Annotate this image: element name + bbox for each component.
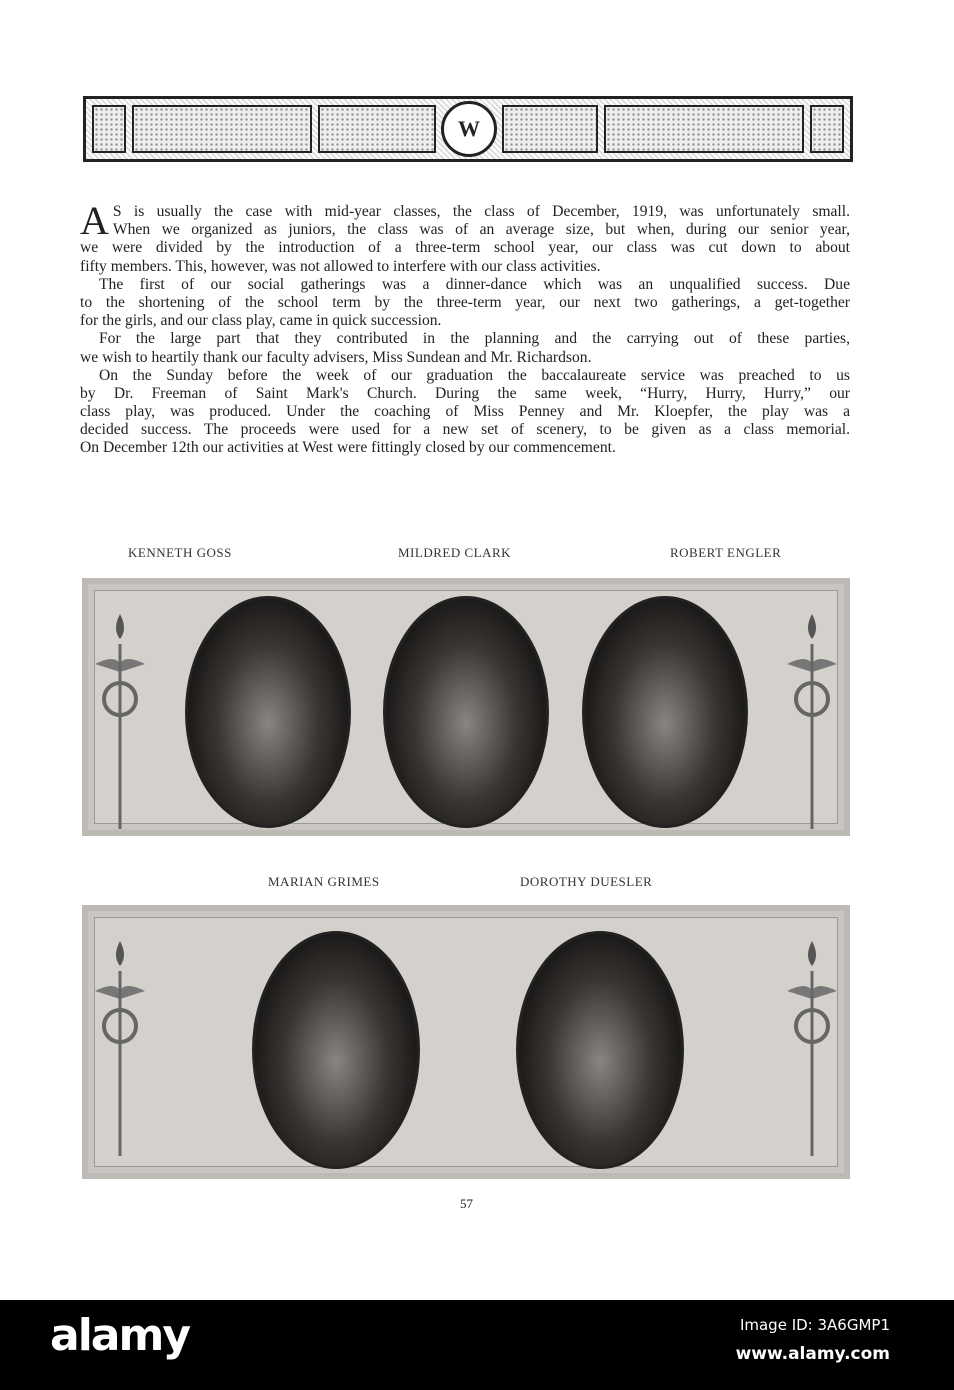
portrait-name: KENNETH GOSS: [128, 545, 232, 560]
image-id: Image ID: 3A6GMP1: [739, 1316, 890, 1334]
text-line: On the Sunday before the week of our graduation the baccalaureate service was preached to us: [99, 366, 850, 384]
portrait-panel-1: [82, 578, 850, 836]
text-line: The first of our social gatherings was a dinner-dance which was an unqualified success. Due: [99, 275, 850, 293]
watermark-footer: [0, 1300, 954, 1390]
portrait-photo-marian-grimes: [252, 931, 420, 1169]
winged-torch-icon: [782, 604, 842, 834]
banner-stipple-panel: [604, 105, 804, 153]
portrait-name: MILDRED CLARK: [398, 545, 512, 560]
text-line: When we organized as juniors, the class was of an average size, but when, during our senior year,: [112, 221, 850, 239]
alamy-logo: alamy: [50, 1310, 189, 1361]
portrait-panel-2: [82, 905, 850, 1179]
portrait-photo-kenneth-goss: [185, 596, 351, 828]
text-line: to the shortening of the school term by the three-term year, our next two gatherings, a get-together: [80, 293, 850, 311]
portrait-name: DOROTHY DUESLER: [520, 874, 653, 889]
text-line: fifty members. This, however, was not allowed to interfere with our class activities.: [80, 257, 601, 275]
text-line: S is usually the case with mid-year classes, the class of December, 1919, was unfortunately small.: [112, 203, 850, 220]
text-line: For the large part that they contributed in the planning and the carrying out of these parties,: [99, 330, 850, 348]
portrait-photo-robert-engler: [582, 596, 748, 828]
text-line: decided success. The proceeds were used for a new set of scenery, to be given as a class memorial.: [80, 421, 850, 439]
banner-stipple-panel: [502, 105, 598, 153]
class-history-text: [80, 198, 850, 458]
banner-stipple-panel: [132, 105, 312, 153]
text-line: we were divided by the introduction of a three-term school year, our class was cut down to about: [80, 239, 850, 257]
text-line: for the girls, and our class play, came in quick succession.: [80, 312, 442, 330]
text-line: On December 12th our activities at West were fittingly closed by our commencement.: [80, 439, 616, 457]
banner-stipple-panel: [318, 105, 436, 153]
portrait-photo-mildred-clark: [383, 596, 549, 828]
winged-torch-icon: [90, 604, 150, 834]
decorative-header-banner: [83, 96, 853, 162]
page-number: 57: [460, 1196, 473, 1211]
school-emblem-icon: W: [441, 101, 497, 157]
drop-cap: A: [80, 198, 109, 243]
banner-ornament: [92, 105, 126, 153]
winged-torch-icon: [90, 931, 150, 1161]
text-line: class play, was produced. Under the coaching of Miss Penney and Mr. Kloepfer, the play was a: [80, 403, 850, 421]
banner-ornament: [810, 105, 844, 153]
portrait-photo-dorothy-duesler: [516, 931, 684, 1169]
text-line: by Dr. Freeman of Saint Mark's Church. During the same week, “Hurry, Hurry, Hurry,” our: [80, 384, 850, 402]
portrait-name: ROBERT ENGLER: [670, 545, 782, 560]
text-line: we wish to heartily thank our faculty advisers, Miss Sundean and Mr. Richardson.: [80, 348, 592, 366]
site-url: www.alamy.com: [735, 1344, 890, 1364]
portrait-name: MARIAN GRIMES: [268, 874, 380, 889]
winged-torch-icon: [782, 931, 842, 1161]
